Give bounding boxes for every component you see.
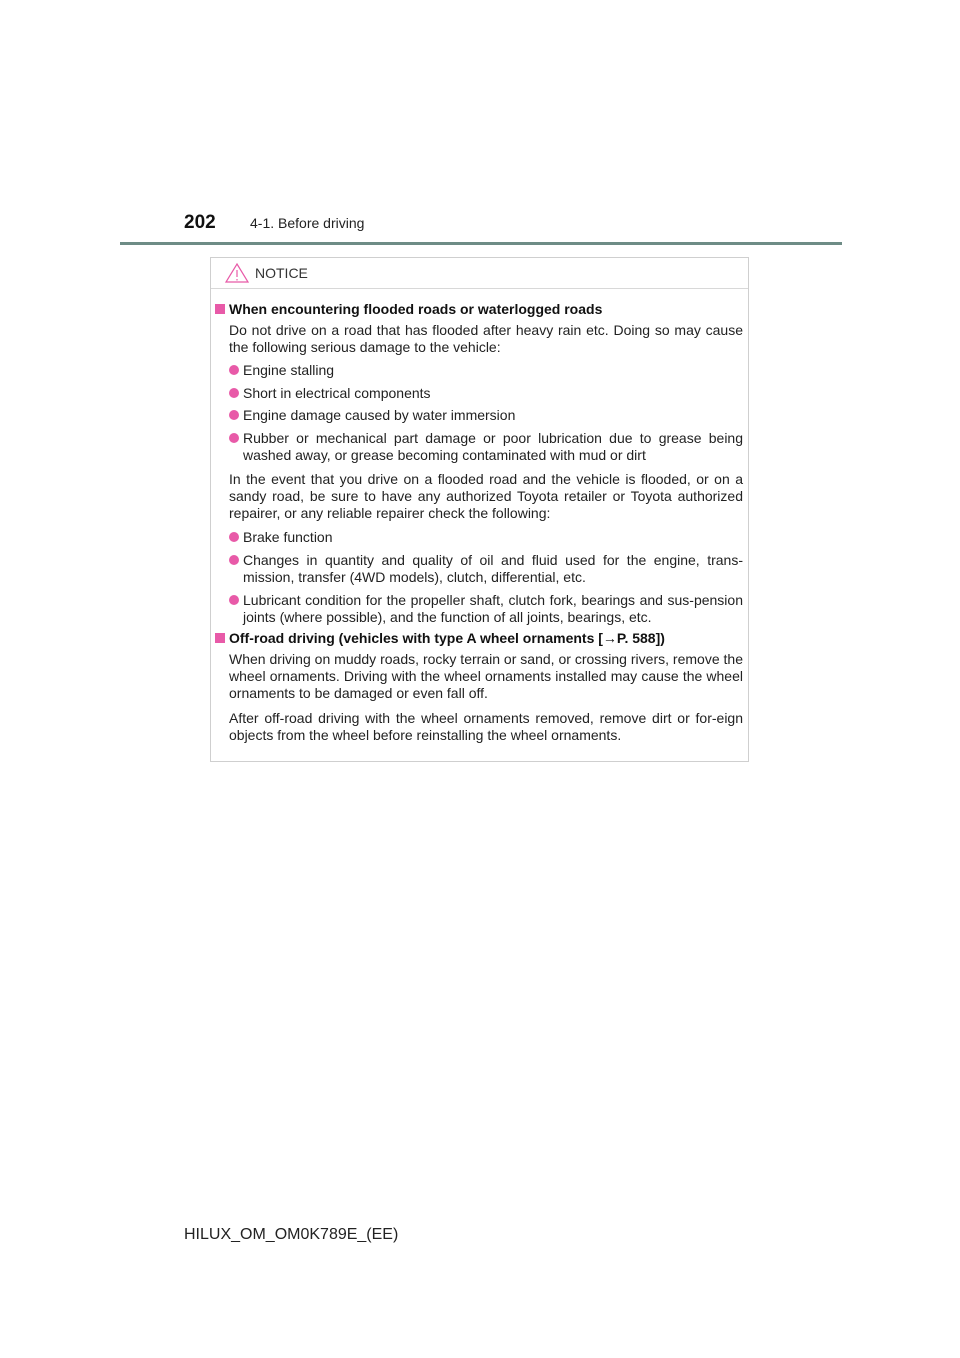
list-item-text: Brake function (243, 529, 333, 545)
list-item (229, 529, 743, 546)
warning-triangle-icon (225, 263, 249, 283)
list-item (229, 407, 743, 424)
document-code: HILUX_OM_OM0K789E_(EE) (184, 1226, 399, 1243)
section-heading-off-road (215, 630, 665, 647)
round-bullet-icon (229, 410, 239, 420)
notice-header (211, 258, 748, 289)
followup-paragraph: In the event that you drive on a flooded road and the vehicle is flooded, or on a sandy road, be sure to have any authorized Toyota retailer or Toyota authorized repairer, or any reliable repairer check the following: (229, 471, 743, 521)
square-bullet-icon (215, 304, 225, 314)
notice-label: NOTICE (255, 265, 308, 281)
intro-paragraph: Do not drive on a road that has flooded after heavy rain etc. Doing so may cause the following serious damage to the vehicle: (229, 322, 743, 355)
list-item-text: Changes in quantity and quality of oil and fluid used for the engine, trans-mission, transfer (4WD models), clutch, differential, etc. (243, 552, 743, 585)
round-bullet-icon (229, 365, 239, 375)
section-heading-flooded-roads (215, 301, 602, 318)
round-bullet-icon (229, 555, 239, 565)
list-item-text: Short in electrical components (243, 385, 431, 401)
list-item (229, 385, 743, 402)
list-item-text: Engine damage caused by water immersion (243, 407, 516, 423)
square-bullet-icon (215, 633, 225, 643)
round-bullet-icon (229, 433, 239, 443)
page-header (184, 212, 364, 234)
list-item-text: Rubber or mechanical part damage or poor lubrication due to grease being washed away, or grease becoming contaminated with mud or dirt (243, 430, 743, 463)
list-item (229, 430, 743, 464)
off-road-paragraph-1: When driving on muddy roads, rocky terrain or sand, or crossing rivers, remove the wheel ornaments. Driving with the wheel ornaments installed may cause the wheel ornaments to be damaged or even fall off. (229, 651, 743, 701)
round-bullet-icon (229, 388, 239, 398)
notice-box (210, 257, 749, 762)
page-number: 202 (184, 212, 216, 233)
list-item (229, 552, 743, 586)
section-title: 4-1. Before driving (250, 215, 365, 231)
list-item (229, 592, 743, 626)
off-road-paragraph-2: After off-road driving with the wheel ornaments removed, remove dirt or for-eign objects from the wheel before reinstalling the wheel ornaments. (229, 710, 743, 743)
section-heading-text: When encountering flooded roads or waterlogged roads (229, 301, 603, 317)
round-bullet-icon (229, 532, 239, 542)
section-heading-text: Off-road driving (vehicles with type A wheel ornaments [→P. 588]) (229, 630, 665, 646)
header-divider (120, 242, 842, 245)
list-item-text: Lubricant condition for the propeller shaft, clutch fork, bearings and sus-pension joints (where possible), and the function of all joints, bearings, etc. (243, 592, 743, 625)
list-item (229, 362, 743, 379)
list-item-text: Engine stalling (243, 362, 335, 378)
round-bullet-icon (229, 595, 239, 605)
